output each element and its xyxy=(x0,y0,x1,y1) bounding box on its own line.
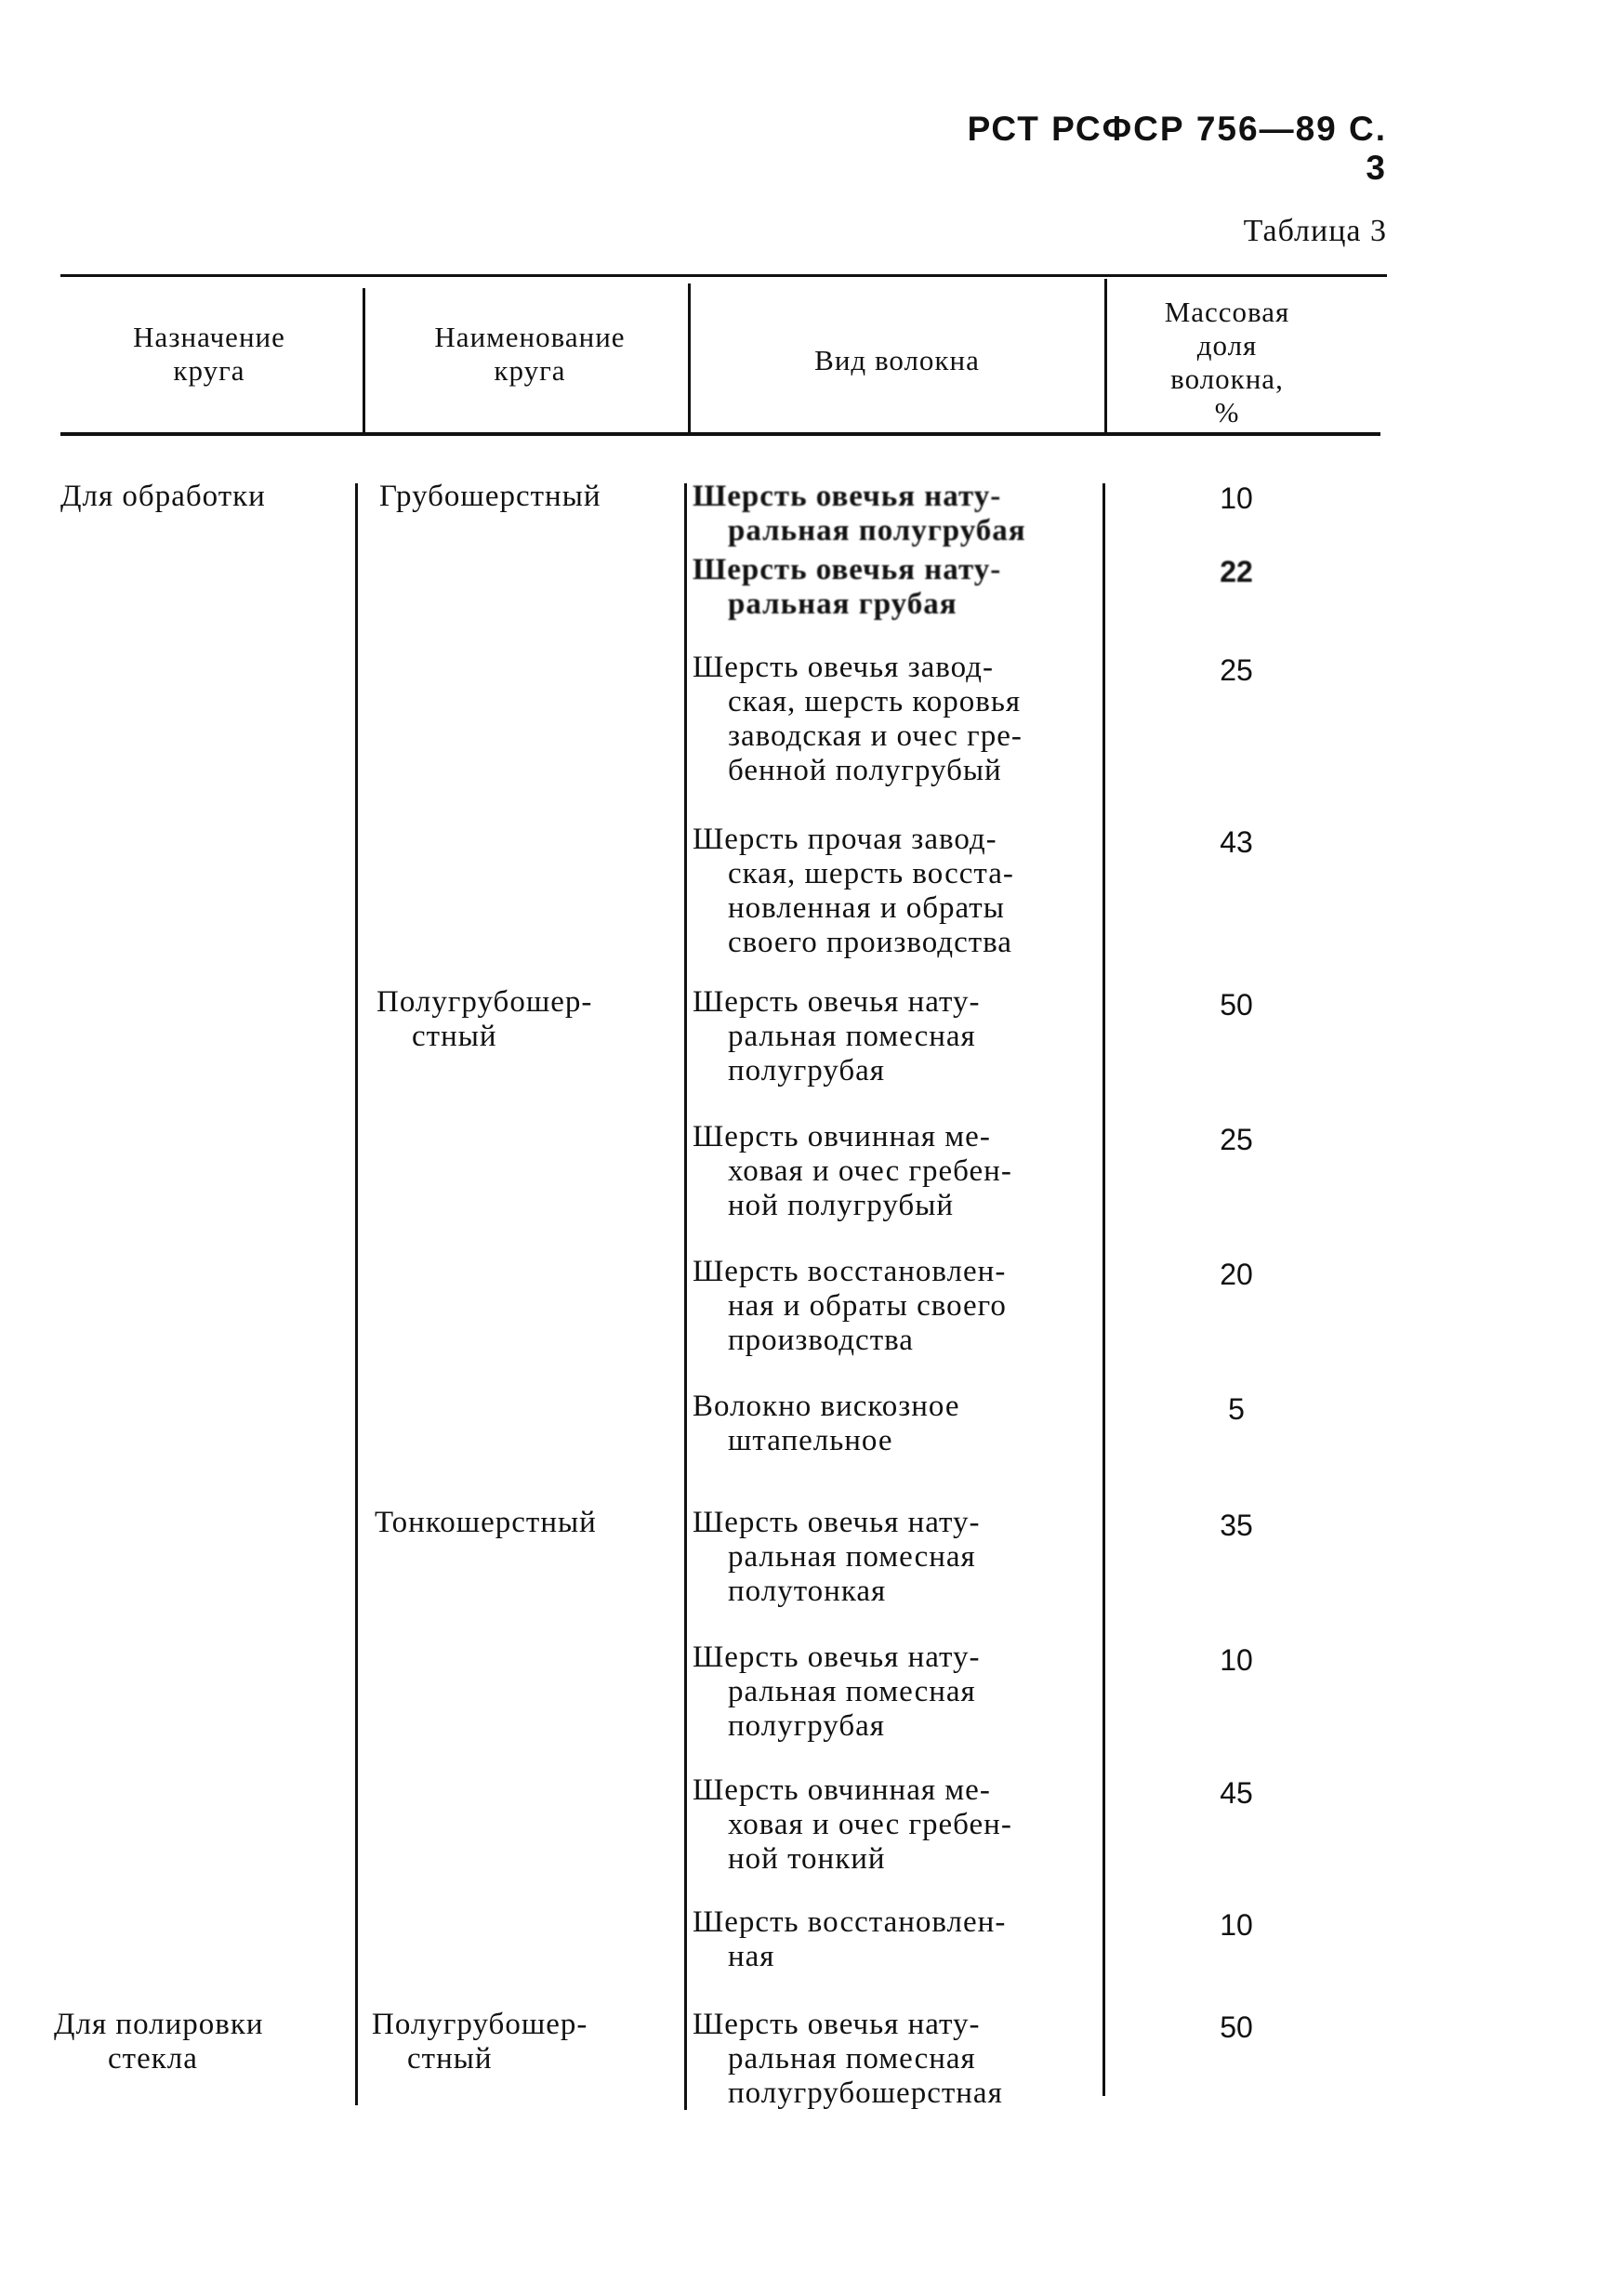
column-header-purpose: Назначение круга xyxy=(133,321,285,387)
table-row-share: 43 xyxy=(1220,825,1253,859)
table-row-share: 5 xyxy=(1228,1392,1245,1426)
column-divider-1-body xyxy=(355,483,358,2105)
table-row-fibre: Шерсть овечья нату- ральная грубая xyxy=(693,553,1002,621)
wheel-name-semi-coarse-wool-polishing: Полугрубошер- стный xyxy=(372,2008,588,2076)
document-code-header: РСТ РСФСР 756—89 С. 3 xyxy=(967,110,1387,187)
purpose-glass-polishing: Для полировки стекла xyxy=(54,2008,264,2076)
header-bottom-rule xyxy=(60,432,1380,436)
purpose-processing: Для обработки xyxy=(60,480,266,513)
table-row-fibre: Шерсть прочая завод- ская, шерсть восста- новленная и обраты своего производства xyxy=(693,823,1014,959)
wheel-name-coarse-wool: Грубошерстный xyxy=(379,480,601,513)
table-row-share: 10 xyxy=(1220,1643,1253,1677)
table-row-fibre: Шерсть восстановлен- ная и обраты своего производства xyxy=(693,1255,1007,1357)
table-row-fibre: Шерсть овчинная ме- ховая и очес гребен- ной тонкий xyxy=(693,1773,1012,1876)
column-header-wheel-name: Наименование круга xyxy=(434,321,626,387)
table-row-share: 10 xyxy=(1220,481,1253,515)
table-row-fibre: Шерсть восстановлен- ная xyxy=(693,1905,1007,1973)
table-row-fibre: Шерсть овечья нату- ральная помесная полугрубошерстная xyxy=(693,2008,1003,2110)
table-row-fibre: Шерсть овечья нату- ральная помесная полугрубая xyxy=(693,985,981,1087)
column-divider-3 xyxy=(1104,279,1107,432)
table-row-share: 10 xyxy=(1220,1908,1253,1942)
column-header-mass-share: Массовая доля волокна, % xyxy=(1164,296,1290,428)
table-row-share: 50 xyxy=(1220,988,1253,1021)
table-row-share: 35 xyxy=(1220,1509,1253,1542)
column-divider-3-body xyxy=(1102,483,1105,2096)
table-row-share: 25 xyxy=(1220,653,1253,687)
table-row-share: 20 xyxy=(1220,1258,1253,1291)
column-divider-2 xyxy=(688,283,691,432)
column-divider-1 xyxy=(363,288,365,432)
table-row-fibre: Волокно вискозное штапельное xyxy=(693,1390,960,1457)
table-row-share: 25 xyxy=(1220,1123,1253,1156)
table-row-fibre: Шерсть овечья нату- ральная помесная полугрубая xyxy=(693,1641,981,1743)
column-header-fibre-type: Вид волокна xyxy=(814,344,980,376)
table-row-fibre: Шерсть овечья завод- ская, шерсть коровья заводская и очес гре- бенной полугрубый xyxy=(693,651,1023,787)
wheel-name-fine-wool: Тонкошерстный xyxy=(375,1506,597,1539)
table-row-share: 45 xyxy=(1220,1776,1253,1810)
table-row-fibre: Шерсть овчинная ме- ховая и очес гребен- ной полугрубый xyxy=(693,1120,1012,1222)
table-row-share: 50 xyxy=(1220,2010,1253,2044)
table-row-fibre: Шерсть овечья нату- ральная помесная полутонкая xyxy=(693,1506,981,1608)
table-caption: Таблица 3 xyxy=(1243,214,1387,248)
table-row-fibre: Шерсть овечья нату- ральная полугрубая xyxy=(693,480,1026,547)
column-divider-2-body xyxy=(684,483,687,2110)
table-top-rule xyxy=(60,274,1387,277)
table-row-share: 22 xyxy=(1220,555,1253,588)
wheel-name-semi-coarse-wool: Полугрубошер- стный xyxy=(376,985,593,1053)
